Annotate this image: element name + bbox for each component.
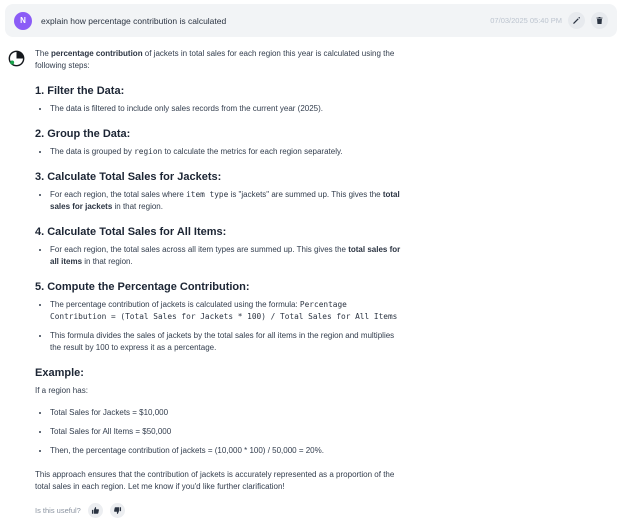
bullet-list: [35, 244, 401, 268]
user-message-meta: [490, 12, 608, 29]
thumbs-down-icon: [113, 503, 122, 518]
list-item: • The percentage contribution of jackets is calculated using the formula: Percentage Contribution = (Total Sales for Jackets * 100) / Total Sales for All Items: [50, 299, 401, 323]
section-heading: 1. Filter the Data:: [35, 85, 125, 97]
thumbs-down-button[interactable]: [110, 503, 125, 518]
assistant-avatar-icon: [8, 50, 27, 518]
section-heading: 3. Calculate Total Sales for Jackets:: [35, 171, 222, 183]
section-heading: 2. Group the Data:: [35, 128, 131, 140]
bullet-list: [35, 146, 401, 158]
list-item: • This formula divides the sales of jackets by the total sales for all items in the region and multiplies the result by 100 to express it as a percentage.: [50, 330, 401, 354]
user-avatar: N: [14, 12, 32, 30]
list-item: • Then, the percentage contribution of jackets = (10,000 * 100) / 50,000 = 20%.: [50, 445, 401, 457]
user-message: [5, 4, 617, 37]
assistant-message: [8, 48, 617, 518]
list-item: • For each region, the total sales where item type is "jackets" are summed up. This gives the total sales for jackets in that region.: [50, 189, 401, 213]
thumbs-up-button[interactable]: [88, 503, 103, 518]
pencil-icon: [572, 16, 581, 25]
bullet-list: [35, 189, 401, 213]
list-item: • The data is grouped by region to calculate the metrics for each region separately.: [50, 146, 401, 158]
assistant-blocks: [35, 48, 401, 493]
feedback-row: [35, 503, 401, 518]
trash-icon: [595, 16, 604, 25]
user-message-text: explain how percentage contribution is calculated: [41, 15, 227, 26]
paragraph: If a region has:: [35, 386, 88, 395]
section-heading: 5. Compute the Percentage Contribution:: [35, 281, 250, 293]
assistant-message-body: [35, 48, 401, 518]
list-item: • Total Sales for Jackets = $10,000: [50, 407, 401, 419]
paragraph: This approach ensures that the contribution of jackets is accurately represented as a proportion of the total sales in each region. Let me know if you'd like further clarification!: [35, 470, 395, 491]
bullet-list: [35, 407, 401, 457]
section-heading: Example:: [35, 367, 84, 379]
section-heading: 4. Calculate Total Sales for All Items:: [35, 226, 227, 238]
bullet-list: [35, 299, 401, 354]
bullet-list: [35, 103, 401, 115]
edit-message-button[interactable]: [568, 12, 585, 29]
list-item: • The data is filtered to include only sales records from the current year (2025).: [50, 103, 401, 115]
message-timestamp: 07/03/2025 05:40 PM: [490, 16, 562, 25]
delete-message-button[interactable]: [591, 12, 608, 29]
thumbs-up-icon: [91, 503, 100, 518]
feedback-label: Is this useful?: [35, 506, 81, 515]
list-item: • Total Sales for All Items = $50,000: [50, 426, 401, 438]
list-item: • For each region, the total sales across all item types are summed up. This gives the total sales for all items in that region.: [50, 244, 401, 268]
paragraph: The percentage contribution of jackets in total sales for each region this year is calculated using the following steps:: [35, 49, 395, 70]
